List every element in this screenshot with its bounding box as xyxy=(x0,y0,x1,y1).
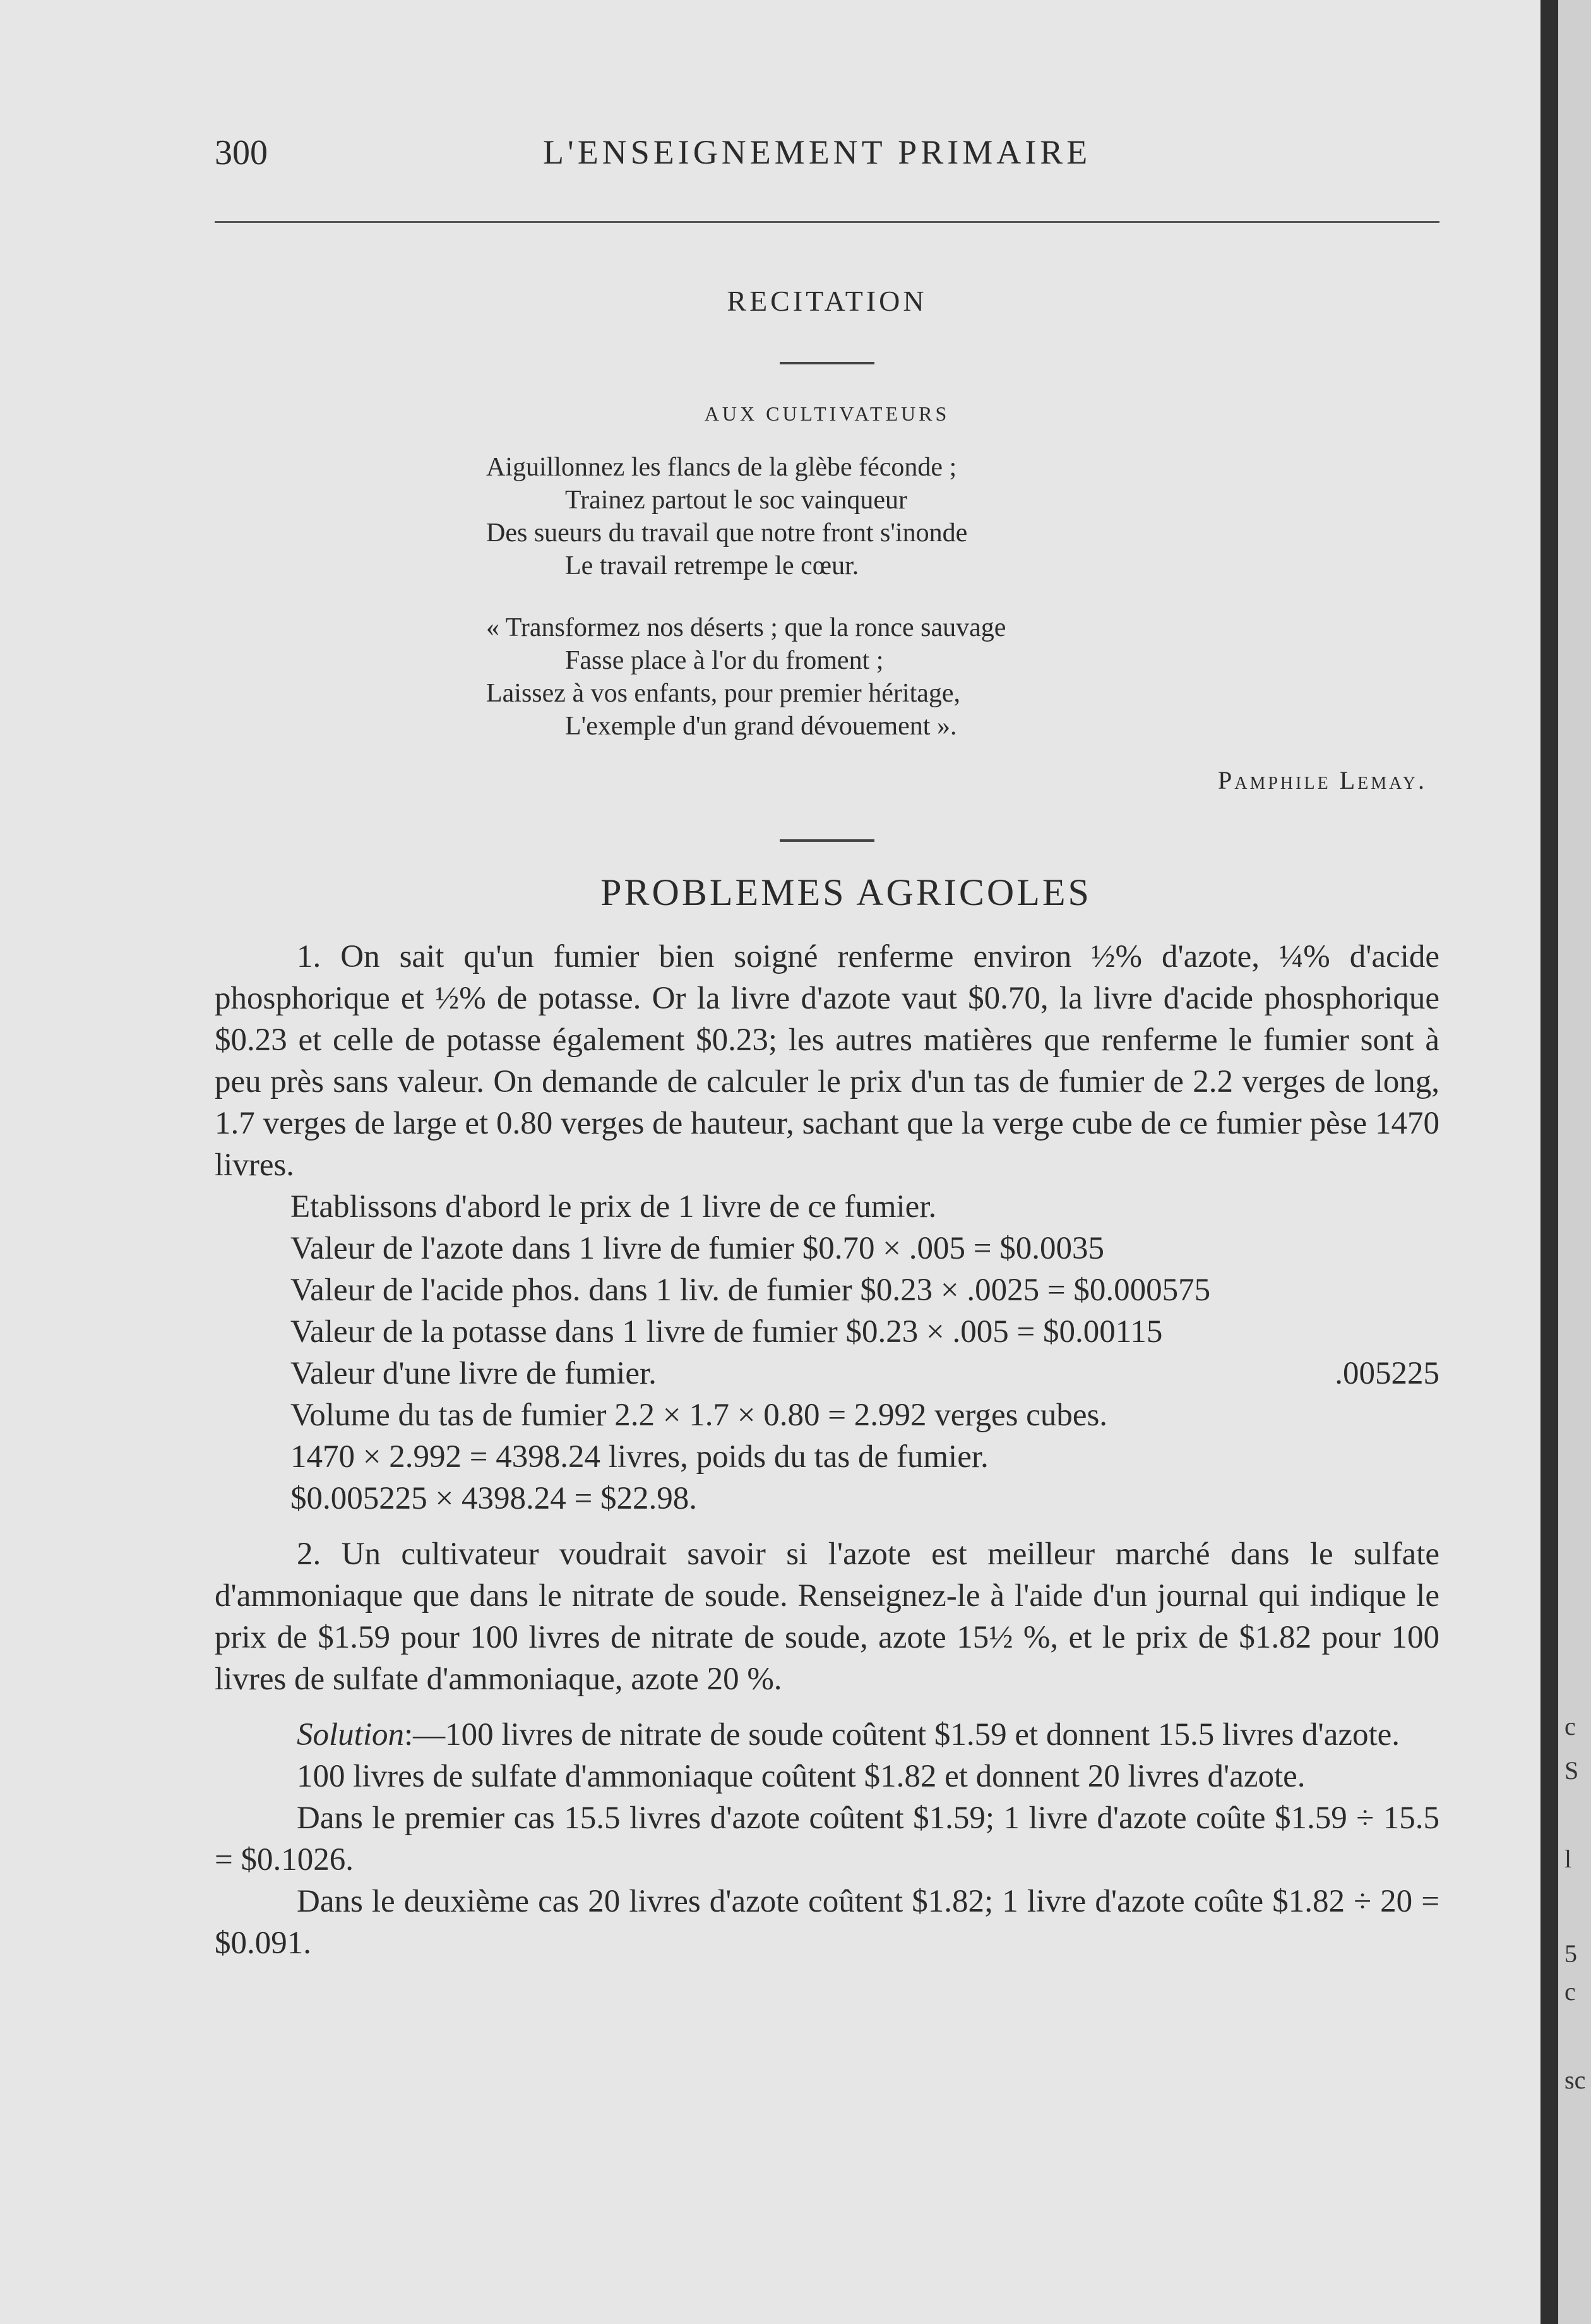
problem-1: 1. On sait qu'un fumier bien soigné renferme environ ½% d'azote, ¼% d'acide phosphorique et ½% de potasse. Or la livre d'azote vaut $0.70, la livre d'acide phosphorique $0.23 et celle de potasse également $0.23; les autres matières que renferme le fumier sont à peu près sans valeur. On demande de calculer le prix d'un tas de fumier de 2.2 verges de long, 1.7 verges de large et 0.80 verges de hauteur, sachant que la verge cube de ce fumier pèse 1470 livres. xyxy=(215,939,1439,1183)
calc-total-row xyxy=(215,1353,1439,1394)
facing-page-fragment: sc xyxy=(1564,2066,1586,2094)
problem-2: 2. Un cultivateur voudrait savoir si l'azote est meilleur marché dans le sulfate d'ammoniaque que dans le nitrate de soude. Renseignez-le à l'aide d'un journal qui indique le prix de $1.59 pour 100 livres de nitrate de soude, azote 15½ %, et le prix de $1.82 pour 100 livres de sulfate d'ammoniaque, azote 20 %. xyxy=(215,1536,1439,1697)
poem-line: « Transformez nos déserts ; que la ronce sauvage xyxy=(486,613,1006,642)
facing-page-fragment: c xyxy=(1564,1712,1576,1740)
solution-paragraph: Dans le premier cas 15.5 livres d'azote coûtent $1.59; 1 livre d'azote coûte $1.59 ÷ 15.5 = $0.1026. xyxy=(215,1800,1439,1878)
poem-stanza-1 xyxy=(486,451,1439,582)
solution-label: Solution xyxy=(297,1717,405,1752)
recitation-heading: RECITATION xyxy=(727,285,927,317)
book-spine xyxy=(1540,0,1558,2324)
solution-text: :—100 livres de nitrate de soude coûtent $1.59 et donnent 15.5 livres d'azote. xyxy=(404,1717,1400,1752)
calc-line: Valeur de l'acide phos. dans 1 liv. de fumier $0.23 × .0025 = $0.000575 xyxy=(290,1273,1211,1308)
header-rule xyxy=(215,221,1439,223)
solution-paragraph xyxy=(215,1714,1439,1756)
solution-paragraph: Dans le deuxième cas 20 livres d'azote coûtent $1.82; 1 livre d'azote coûte $1.82 ÷ 20 = $0.091. xyxy=(215,1884,1439,1961)
page-content xyxy=(215,120,1439,1964)
divider-rule xyxy=(780,839,874,842)
poem-line: Des sueurs du travail que notre front s'inonde xyxy=(486,518,968,548)
solution-paragraph: 100 livres de sulfate d'ammoniaque coûtent $1.82 et donnent 20 livres d'azote. xyxy=(297,1759,1306,1794)
poem-author: Pamphile Lemay. xyxy=(1218,766,1427,794)
poem-stanza-2 xyxy=(486,611,1439,743)
page-number: 300 xyxy=(215,133,268,172)
calc-total-value: .005225 xyxy=(1335,1356,1439,1391)
divider-rule xyxy=(780,362,874,364)
facing-page-fragment: c xyxy=(1564,1977,1576,2006)
facing-page-fragment: l xyxy=(1564,1845,1572,1873)
poem-title: AUX CULTIVATEURS xyxy=(704,402,950,425)
problems-body xyxy=(215,936,1439,1964)
facing-page-fragment: S xyxy=(1564,1756,1579,1785)
problems-heading: PROBLEMES AGRICOLES xyxy=(600,872,1092,913)
calc-line: $0.005225 × 4398.24 = $22.98. xyxy=(290,1481,698,1516)
poem-line: L'exemple d'un grand dévouement ». xyxy=(565,712,957,741)
calc-line: Etablissons d'abord le prix de 1 livre de ce fumier. xyxy=(290,1189,937,1225)
poem-line: Aiguillonnez les flancs de la glèbe féconde ; xyxy=(486,453,957,482)
facing-page-edge xyxy=(1558,0,1591,2324)
page-header xyxy=(215,120,1439,183)
calc-line: Volume du tas de fumier 2.2 × 1.7 × 0.80 = 2.992 verges cubes. xyxy=(290,1398,1108,1433)
calc-line: Valeur de l'azote dans 1 livre de fumier $0.70 × .005 = $0.0035 xyxy=(290,1231,1104,1266)
poem-line: Trainez partout le soc vainqueur xyxy=(565,486,907,515)
facing-page-fragment: 5 xyxy=(1564,1939,1577,1968)
poem-line: Fasse place à l'or du froment ; xyxy=(565,646,884,675)
calc-line: 1470 × 2.992 = 4398.24 livres, poids du tas de fumier. xyxy=(290,1439,989,1475)
poem-line: Laissez à vos enfants, pour premier héritage, xyxy=(486,679,961,708)
poem-line: Le travail retrempe le cœur. xyxy=(565,551,859,580)
calc-total-label: Valeur d'une livre de fumier. xyxy=(290,1356,657,1391)
calc-line: Valeur de la potasse dans 1 livre de fumier $0.23 × .005 = $0.00115 xyxy=(290,1314,1163,1350)
running-title: L'ENSEIGNEMENT PRIMAIRE xyxy=(543,133,1092,171)
